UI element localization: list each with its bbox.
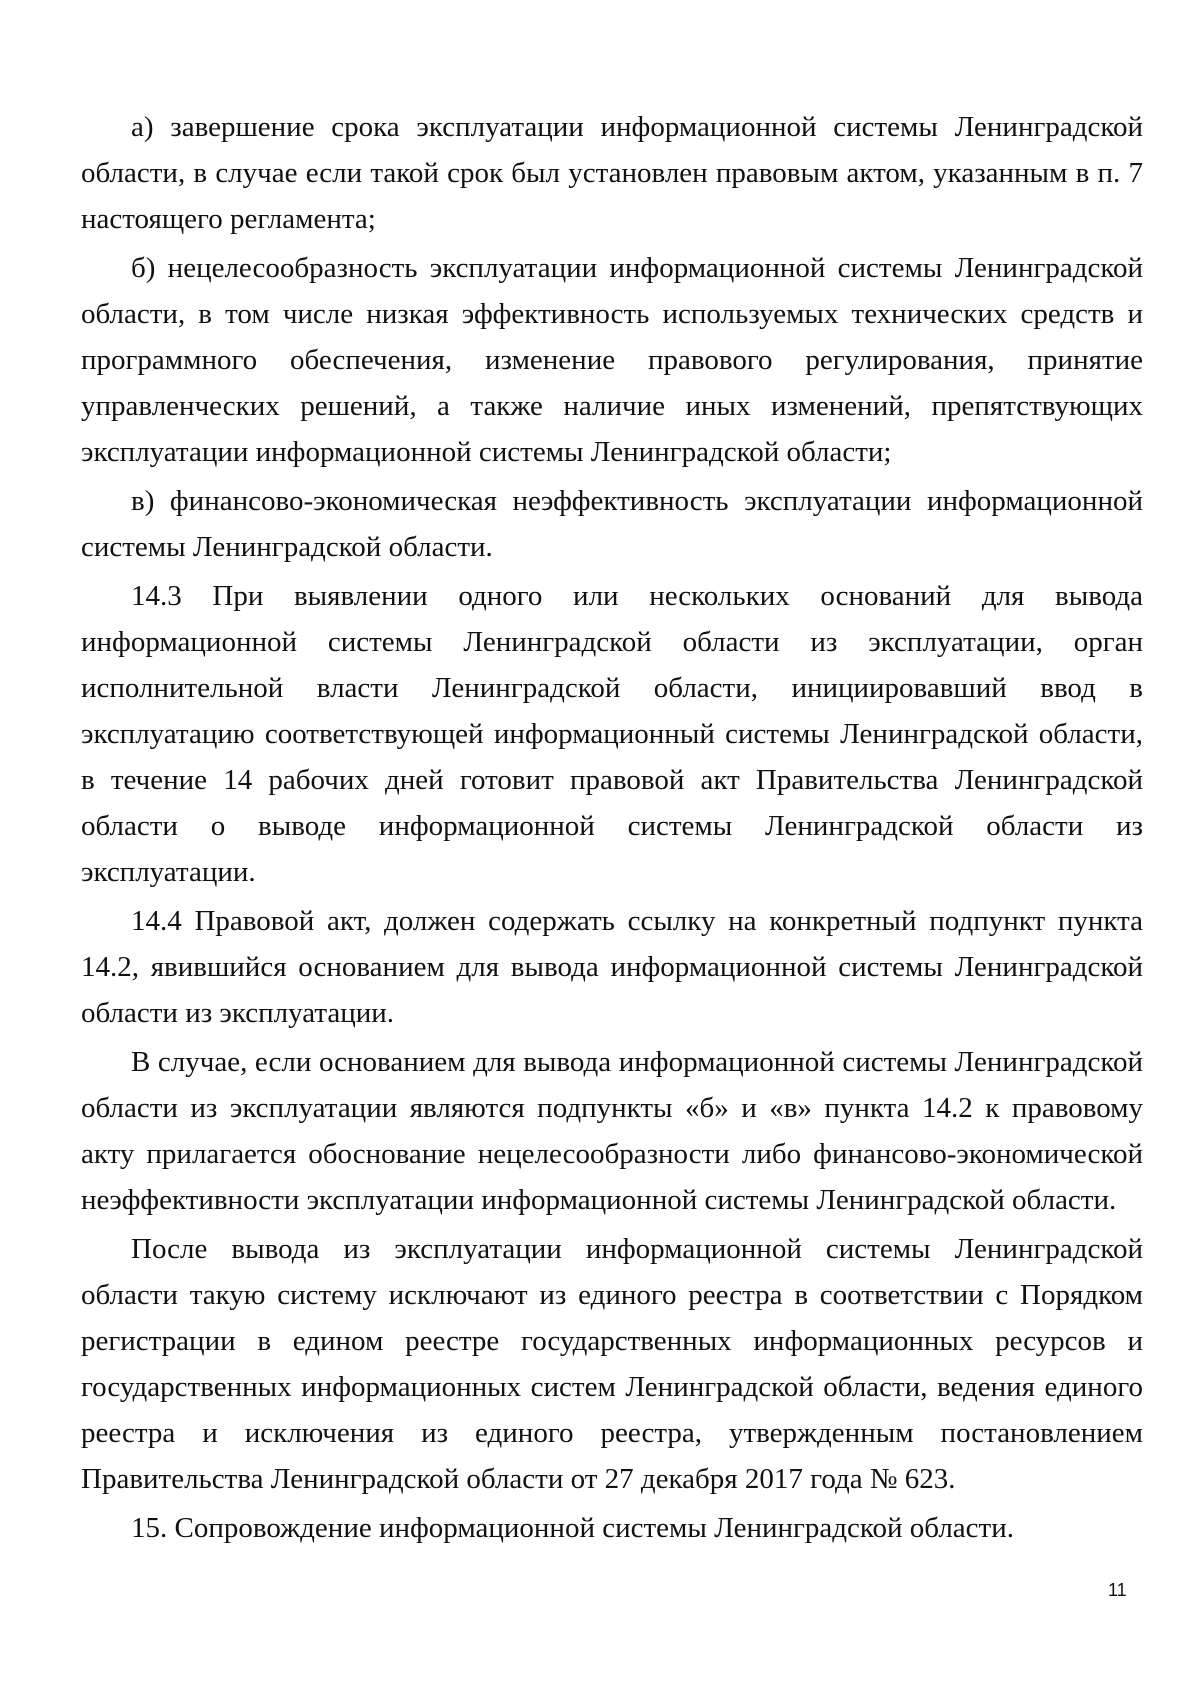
paragraph-14-3: 14.3 При выявлении одного или нескольких оснований для вывода информационной системы Ленинградской области из эксплуатации, орган исполнительной власти Ленинградской области, инициировавший ввод в эксплуатацию соответствующей информационный системы Ленинградской области, в течение 14 рабочих дней готовит правовой акт Правительства Ленинградской области о выводе информационной системы Ленинградской области из эксплуатации. <box>81 580 1143 888</box>
paragraph-item-a: а) завершение срока эксплуатации информационной системы Ленинградской области, в случае если такой срок был установлен правовым актом, указанным в п. 7 настоящего регламента; <box>81 111 1143 235</box>
paragraph-item-v: в) финансово-экономическая неэффективность эксплуатации информационной системы Ленинградской области. <box>81 485 1143 563</box>
document-body <box>81 104 1143 1554</box>
paragraph-registry-exclusion: После вывода из эксплуатации информационной системы Ленинградской области такую систему исключают из единого реестра в соответствии с Порядком регистрации в едином реестре государственных информационных ресурсов и государственных информационных систем Ленинградской области, ведения единого реестра и исключения из единого реестра, утвержденным постановлением Правительства Ленинградской области от 27 декабря 2017 года № 623. <box>81 1233 1143 1495</box>
paragraph-item-b: б) нецелесообразность эксплуатации информационной системы Ленинградской области, в том числе низкая эффективность используемых технических средств и программного обеспечения, изменение правового регулирования, принятие управленческих решений, а также наличие иных изменений, препятствующих эксплуатации информационной системы Ленинградской области; <box>81 252 1143 468</box>
paragraph-section-15-heading: 15. Сопровождение информационной системы Ленинградской области. <box>131 1512 1014 1544</box>
paragraph-justification: В случае, если основанием для вывода информационной системы Ленинградской области из эксплуатации являются подпункты «б» и «в» пункта 14.2 к правовому акту прилагается обоснование нецелесообразности либо финансово-экономической неэффективности эксплуатации информационной системы Ленинградской области. <box>81 1046 1143 1216</box>
page-number: 11 <box>1108 1580 1127 1600</box>
paragraph-14-4: 14.4 Правовой акт, должен содержать ссылку на конкретный подпункт пункта 14.2, явившийся основанием для вывода информационной системы Ленинградской области из эксплуатации. <box>81 905 1143 1029</box>
